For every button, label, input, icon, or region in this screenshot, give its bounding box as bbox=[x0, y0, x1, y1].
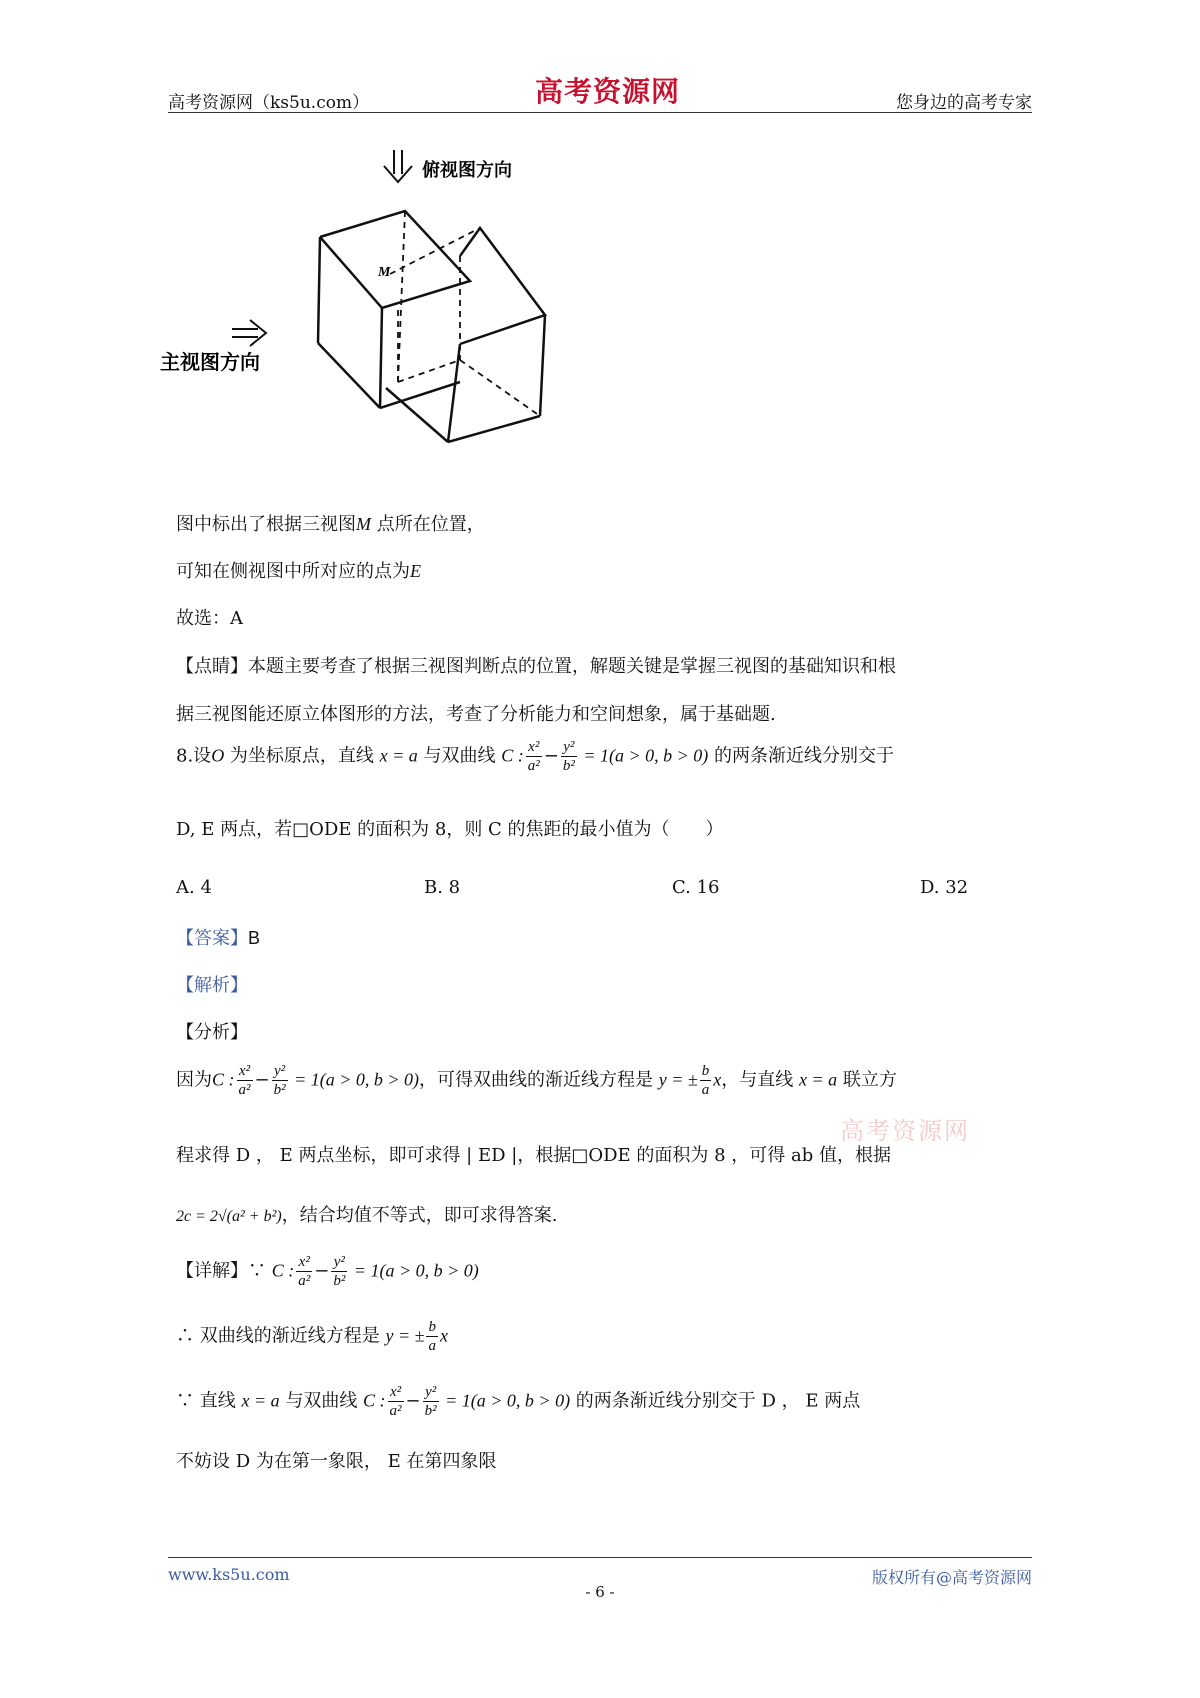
watermark: 高考资源网 bbox=[840, 1117, 970, 1145]
text-segment: ，可得双曲线的渐近线方程是 bbox=[419, 1069, 659, 1091]
fraction-y2-b2: $\frac{\text{y²}}{\text{b²}}$ bbox=[424, 1384, 437, 1419]
text-segment: ，结合均值不等式，即可求得答案. bbox=[281, 1205, 558, 1226]
detail-label: 【详解】∵ bbox=[176, 1260, 272, 1282]
fenxi-label: 【分析】 bbox=[176, 1022, 248, 1043]
math-condition: = 1(a > 0, b > 0) bbox=[349, 1260, 479, 1281]
minus-sign: − bbox=[405, 1390, 421, 1412]
body-line-1 bbox=[176, 510, 485, 536]
math-y: y = ± bbox=[658, 1069, 698, 1090]
math-o: O bbox=[211, 745, 225, 766]
analysis-line-3 bbox=[176, 1201, 557, 1227]
question-8-line-1 bbox=[176, 738, 894, 775]
fraction-x2-a2: $\frac{\text{x²}}{\text{a²}}$ bbox=[527, 739, 540, 774]
top-view-label: 俯视图方向 bbox=[422, 160, 512, 181]
header-rule bbox=[168, 112, 1032, 113]
math-x-eq-a: x = a bbox=[241, 1390, 280, 1411]
top-view-arrow-icon bbox=[384, 150, 412, 182]
analysis-line-2: 程求得 D ， E 两点坐标，即可求得 | ED |，根据□ODE 的面积为 8 ，可得 ab 值，根据 bbox=[176, 1145, 891, 1166]
front-view-arrow-icon bbox=[232, 320, 266, 346]
detail-line-2 bbox=[176, 1318, 448, 1355]
fraction-b-a: $\frac{b}{a}$ bbox=[701, 1063, 710, 1098]
detail-line-4: 不妨设 D 为在第一象限， E 在第四象限 bbox=[176, 1451, 497, 1472]
minus-sign: − bbox=[254, 1069, 270, 1091]
three-view-diagram bbox=[160, 150, 600, 464]
cube-figure bbox=[160, 150, 600, 460]
text-segment: 可知在侧视图中所对应的点为 bbox=[176, 561, 410, 582]
minus-sign: − bbox=[543, 745, 559, 767]
footer-copyright: 版权所有@高考资源网 bbox=[871, 1568, 1032, 1587]
note-line-1: 【点睛】本题主要考查了根据三视图判断点的位置，解题关键是掌握三视图的基础知识和根 bbox=[176, 656, 896, 677]
text-segment: 的两条渐近线分别交于 D ， E 两点 bbox=[570, 1390, 861, 1412]
page-number: - 6 - bbox=[585, 1583, 615, 1601]
answer-line bbox=[176, 924, 260, 950]
math-c: C : bbox=[271, 1260, 295, 1281]
math-x-eq-a: x = a bbox=[799, 1069, 838, 1090]
header-site-name: 高考资源网（ks5u.com） bbox=[168, 93, 370, 113]
footer-site-link[interactable]: www.ks5u.com bbox=[168, 1565, 290, 1584]
math-condition: = 1(a > 0, b > 0) bbox=[578, 745, 709, 766]
text-segment: ，与直线 bbox=[721, 1069, 800, 1091]
fraction-b-a: $\frac{b}{a}$ bbox=[428, 1319, 436, 1354]
option-a: A. 4 bbox=[176, 877, 212, 898]
math-x: x bbox=[713, 1069, 722, 1090]
hidden-edges bbox=[390, 211, 540, 416]
option-d: D. 32 bbox=[920, 877, 969, 898]
option-c: C. 16 bbox=[672, 877, 720, 898]
math-e: E bbox=[410, 561, 421, 581]
body-line-3: 故选：A bbox=[176, 608, 243, 629]
fraction-x2-a2: $\frac{\text{x²}}{\text{a²}}$ bbox=[389, 1384, 402, 1419]
math-y: y = ± bbox=[385, 1325, 425, 1346]
math-c: C : bbox=[212, 1069, 235, 1090]
text-segment: 点所在位置， bbox=[371, 514, 485, 535]
fraction-y2-b2: $\frac{\text{y²}}{\text{b²}}$ bbox=[273, 1063, 286, 1098]
front-view-label: 主视图方向 bbox=[160, 350, 260, 374]
question-8-line-2: D, E 两点，若□ODE 的面积为 8，则 C 的焦距的最小值为（ ） bbox=[176, 819, 724, 840]
body-line-2 bbox=[176, 557, 421, 583]
math-x-eq-a: x = a bbox=[379, 745, 418, 766]
text-segment: ∵ 直线 bbox=[176, 1390, 242, 1412]
point-m-label: M bbox=[378, 265, 391, 280]
text-segment: 的两条渐近线分别交于 bbox=[708, 745, 894, 767]
detail-line-3 bbox=[176, 1383, 860, 1420]
math-condition: = 1(a > 0, b > 0) bbox=[289, 1069, 420, 1090]
fraction-x2-a2: $\frac{\text{x²}}{\text{a²}}$ bbox=[298, 1254, 311, 1289]
math-focal-formula: 2c = 2√(a² + b²) bbox=[176, 1208, 282, 1225]
text-segment: 与双曲线 bbox=[417, 745, 502, 767]
text-segment: 为坐标原点，直线 bbox=[224, 745, 380, 767]
text-segment: 因为 bbox=[176, 1069, 212, 1091]
minus-sign: − bbox=[314, 1260, 330, 1282]
text-segment: 图中标出了根据三视图 bbox=[176, 514, 356, 535]
fraction-x2-a2: $\frac{\text{x²}}{\text{a²}}$ bbox=[238, 1063, 251, 1098]
fraction-y2-b2: $\frac{\text{y²}}{\text{b²}}$ bbox=[562, 739, 575, 774]
answer-value: B bbox=[248, 928, 261, 948]
note-line-2: 据三视图能还原立体图形的方法，考查了分析能力和空间想象，属于基础题. bbox=[176, 704, 776, 725]
site-logo: 高考资源网 bbox=[535, 75, 681, 108]
header-slogan: 您身边的高考专家 bbox=[896, 93, 1032, 113]
footer-rule bbox=[168, 1557, 1032, 1558]
math-c: C : bbox=[501, 745, 524, 766]
analysis-label: 【解析】 bbox=[176, 975, 248, 996]
text-segment: 8.设 bbox=[176, 745, 212, 767]
fraction-y2-b2: $\frac{\text{y²}}{\text{b²}}$ bbox=[333, 1254, 346, 1289]
solid-edges bbox=[318, 211, 545, 442]
answer-label: 【答案】 bbox=[176, 928, 248, 949]
analysis-line-1 bbox=[176, 1062, 897, 1099]
text-segment: ∴ 双曲线的渐近线方程是 bbox=[176, 1325, 386, 1347]
detail-line-1 bbox=[176, 1253, 479, 1290]
math-x: x bbox=[439, 1325, 448, 1346]
math-m: M bbox=[356, 514, 371, 534]
option-b: B. 8 bbox=[424, 877, 461, 898]
math-condition: = 1(a > 0, b > 0) bbox=[440, 1390, 571, 1411]
text-segment: 联立方 bbox=[837, 1069, 897, 1091]
text-segment: 与双曲线 bbox=[279, 1390, 364, 1412]
math-c: C : bbox=[363, 1390, 386, 1411]
